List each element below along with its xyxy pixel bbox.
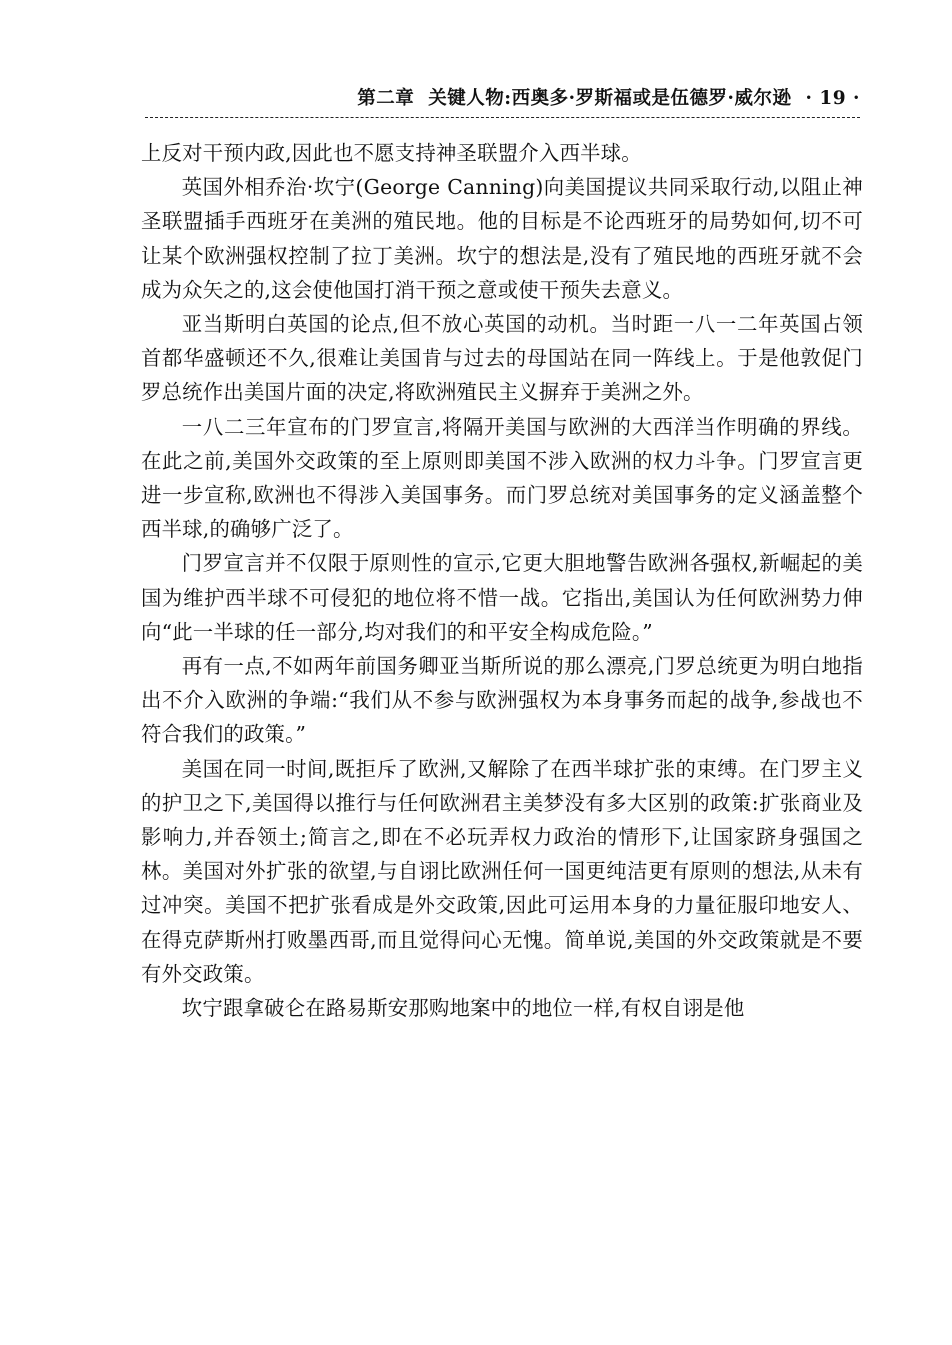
paragraph: 门罗宣言并不仅限于原则性的宣示,它更大胆地警告欧洲各强权,新崛起的美国为维护西半球不可侵犯的地位将不惜一战。它指出,美国认为任何欧洲势力伸向“此一半球的任一部分,均对我们的和平安全构成危险。”: [141, 551, 863, 644]
paragraph: 再有一点,不如两年前国务卿亚当斯所说的那么漂亮,门罗总统更为明白地指出不介入欧洲的争端:“我们从不参与欧洲强权为本身事务而起的战争,参战也不符合我们的政策。”: [141, 654, 863, 747]
chapter-title: 关键人物:西奥多·罗斯福或是伍德罗·威尔逊: [428, 88, 792, 109]
chapter-label: 第二章: [357, 88, 415, 109]
paragraph: 英国外相乔治·坎宁(George Canning)向美国提议共同采取行动,以阻止神圣联盟插手西班牙在美洲的殖民地。他的目标是不论西班牙的局势如何,切不可让某个欧洲强权控制了拉丁美洲。坎宁的想法是,没有了殖民地的西班牙就不会成为众矢之的,这会使他国打消干预之意或使干预失去意义。: [141, 175, 863, 302]
paragraph: 亚当斯明白英国的论点,但不放心英国的动机。当时距一八一二年英国占领首都华盛顿还不久,很难让美国肯与过去的母国站在同一阵线上。于是他敦促门罗总统作出美国片面的决定,将欧洲殖民主义摒弃于美洲之外。: [141, 312, 863, 405]
paragraph: 美国在同一时间,既拒斥了欧洲,又解除了在西半球扩张的束缚。在门罗主义的护卫之下,美国得以推行与任何欧洲君主美梦没有多大区别的政策:扩张商业及影响力,并吞领土;简言之,即在不必玩弄权力政治的情形下,让国家跻身强国之林。美国对外扩张的欲望,与自诩比欧洲任何一国更纯洁更有原则的想法,从未有过冲突。美国不把扩张看成是外交政策,因此可运用本身的力量征服印地安人、在得克萨斯州打败墨西哥,而且觉得问心无愧。简单说,美国的外交政策就是不要有外交政策。: [141, 756, 863, 986]
paragraph: 上反对干预内政,因此也不愿支持神圣联盟介入西半球。: [141, 141, 642, 165]
header-rule: [145, 117, 860, 118]
paragraph: 一八二三年宣布的门罗宣言,将隔开美国与欧洲的大西洋当作明确的界线。在此之前,美国外交政策的至上原则即美国不涉入欧洲的权力斗争。门罗宣言更进一步宣称,欧洲也不得涉入美国事务。而门罗总统对美国事务的定义涵盖整个西半球,的确够广泛了。: [141, 414, 863, 542]
paragraph: 坎宁跟拿破仑在路易斯安那购地案中的地位一样,有权自诩是他: [181, 996, 745, 1021]
body-text: [141, 136, 863, 1025]
running-head: [145, 84, 860, 118]
page-number: · 19 ·: [805, 88, 860, 109]
